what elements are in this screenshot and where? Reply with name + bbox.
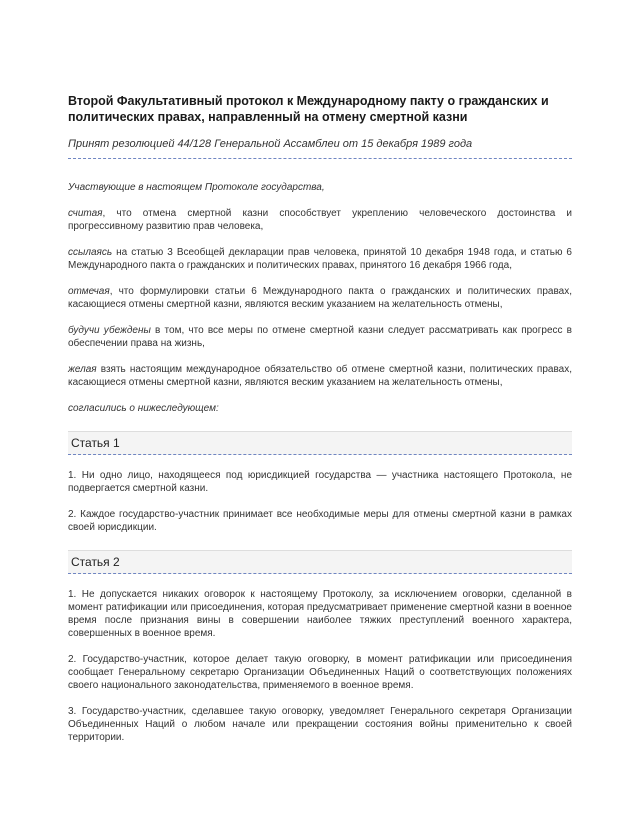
preamble-intro: Участвующие в настоящем Протоколе государства, <box>68 182 325 193</box>
article-1-paragraph: 1. Ни одно лицо, находящееся под юрисдикцией государства — участника настоящего Протокола, не подвергается смертной казни. <box>68 470 572 494</box>
preamble-paragraph-text: на статью 3 Всеобщей декларации прав человека, принятой 10 декабря 1948 года, и статью 6 Международного пакта о гражданских и политических правах, принятого 16 декабря 1966 года, <box>68 247 572 271</box>
article-2-heading: Статья 2 <box>68 550 572 574</box>
article-2 <box>68 550 572 744</box>
preamble-paragraph-text: , что отмена смертной казни способствует укреплению человеческого достоинства и прогрессивному развитию прав человека, <box>68 208 572 232</box>
preamble-paragraph <box>68 363 572 389</box>
preamble-paragraph <box>68 207 572 233</box>
preamble-lead-word: отмечая <box>68 286 110 297</box>
article-2-paragraph: 3. Государство-участник, сделавшее такую оговорку, уведомляет Генерального секретаря Организации Объединенных Наций о любом начале или прекращении состояния войны применительно к своей территории. <box>68 706 572 743</box>
preamble-lead-word: будучи убеждены <box>68 325 151 336</box>
article-1-paragraph: 2. Каждое государство-участник принимает все необходимые меры для отмены смертной казни в рамках своей юрисдикции. <box>68 509 572 533</box>
title-separator <box>68 158 572 159</box>
preamble-agreement: согласились о нижеследующем: <box>68 403 219 414</box>
preamble-paragraph <box>68 246 572 272</box>
page-title: Второй Факультативный протокол к Международному пакту о гражданских и политических правах, направленный на отмену смертной казни <box>68 94 549 124</box>
preamble-paragraph-text: в том, что все меры по отмене смертной казни следует рассматривать как прогресс в обеспечении права на жизнь, <box>68 325 572 349</box>
preamble-paragraph-text: взять настоящим международное обязательство об отмене смертной казни, политических правах, касающиеся отмены смертной казни, являются веским указанием на желательность отмены, <box>68 364 572 388</box>
preamble-paragraph-text: , что формулировки статьи 6 Международного пакта о гражданских и политических правах, касающиеся отмены смертной казни, являются веским указанием на желательность отмены, <box>68 286 572 310</box>
article-2-paragraph: 2. Государство-участник, которое делает такую оговорку, в момент ратификации или присоединения сообщает Генеральному секретарю Организации Объединенных Наций о соответствующих положениях своего национального законодательства, применяемого в военное время. <box>68 654 572 691</box>
preamble-lead-word: желая <box>68 364 97 375</box>
article-1 <box>68 431 572 534</box>
preamble-paragraph <box>68 285 572 311</box>
preamble-paragraph <box>68 324 572 350</box>
preamble-lead-word: считая <box>68 208 103 219</box>
preamble-lead-word: ссылаясь <box>68 247 113 258</box>
article-2-paragraph: 1. Не допускается никаких оговорок к настоящему Протоколу, за исключением оговорки, сделанной в момент ратификации или присоединения, которая предусматривает применение смертной казни в военное время после признания вины в совершении наиболее тяжких преступлений военного характера, совершенных в военное время. <box>68 589 572 639</box>
adoption-line: Принят резолюцией 44/128 Генеральной Ассамблеи от 15 декабря 1989 года <box>68 138 473 150</box>
article-1-heading: Статья 1 <box>68 431 572 455</box>
